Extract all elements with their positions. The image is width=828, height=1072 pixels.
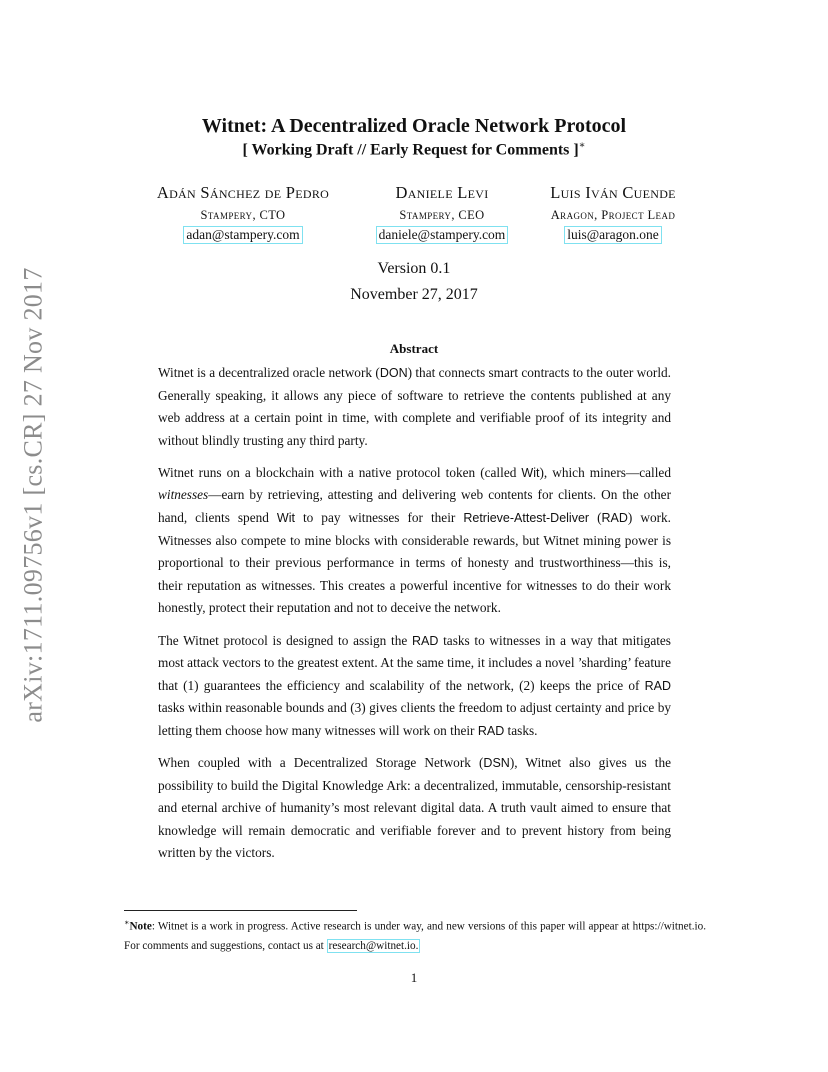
paper-subtitle: [0, 140, 828, 159]
paper-title: Witnet: A Decentralized Oracle Network Protocol: [201, 115, 627, 137]
term: Wit: [521, 465, 540, 480]
author-email-link[interactable]: adan@stampery.com: [183, 226, 302, 244]
author-block: [503, 182, 723, 244]
abstract-paragraph: [158, 362, 671, 452]
contact-email-link[interactable]: research@witnet.io.: [328, 939, 419, 952]
text-run: to pay witnesses for their: [294, 510, 464, 526]
text-run: When coupled with a Decentralized Storage Network (: [158, 755, 484, 770]
abstract-body: [158, 362, 671, 874]
acronym: DSN: [483, 756, 510, 770]
acronym: RAD: [601, 511, 628, 526]
text-run: Witnet runs on a blockchain with a native protocol token (called: [158, 464, 522, 480]
abstract-paragraph: [158, 630, 671, 743]
footnote: [124, 913, 706, 956]
text-run: ), which miners—called: [539, 464, 671, 480]
author-name: Adán Sánchez de Pedro: [156, 183, 330, 202]
acronym: DON: [379, 366, 408, 380]
acronym: RAD: [477, 723, 505, 738]
text-run: tasks.: [504, 722, 538, 738]
abstract-paragraph: [158, 462, 671, 620]
author-affiliation: Stampery, CTO: [200, 208, 286, 222]
author-affiliation: Aragon, Project Lead: [550, 208, 676, 222]
page-number: 1: [410, 970, 418, 985]
text-run: —earn by retrieving, attesting and delivering web contents for clients. On the other hand, clients spend: [158, 487, 671, 526]
text-run: ), Witnet also gives us the possibility to build the Digital Knowledge Ark: a decentralized, immutable, censorship-resistant and eternal archive of humanity’s most relevant digital data. A truth vault aimed to ensure that knowledge will remain democratic and verifiable forever and to prevent history from being written by the victors.: [158, 755, 672, 861]
acronym: RAD: [644, 678, 671, 693]
acronym: RAD: [411, 633, 439, 648]
author-email-link[interactable]: daniele@stampery.com: [376, 226, 509, 244]
version-label: Version 0.1: [377, 260, 451, 277]
text-run: The Witnet protocol is designed to assign the: [158, 632, 412, 648]
text-run: (: [589, 510, 602, 526]
emphasis: witnesses: [158, 487, 209, 503]
author-block: [133, 182, 353, 244]
author-email-link[interactable]: luis@aragon.one: [564, 226, 662, 244]
text-run: tasks within reasonable bounds and (3) gives clients the freedom to adjust certainty and price by letting them choose how many witnesses will work on their: [158, 700, 671, 738]
arxiv-stamp: [14, 255, 54, 735]
date-label: November 27, 2017: [350, 286, 478, 303]
footnote-divider: [124, 910, 357, 911]
footnote-text: : Witnet is a work in progress. Active research is under way, and new versions of this paper will appear at https://witnet.io. For comments and suggestions, contact us at: [124, 920, 706, 952]
footnote-mark: ∗: [124, 918, 130, 927]
text-run: ) that connects smart contracts to the outer world. Generally speaking, it allows any piece of software to retrieve the contents published at any web address at a certain point in time, with complete and verifiable proof of its integrity and without blindly trusting any third party.: [158, 365, 671, 448]
subtitle-text: [ Working Draft // Early Request for Comments ]: [242, 141, 579, 159]
text-run: ) work. Witnesses also compete to mine blocks with considerable rewards, but Witnet mining power is proportional to their previous performance in terms of honesty and trustworthiness—this is, their reputation as witnesses. This creates a powerful incentive for witnesses to do their work honestly, protect their reputation and not to deceive the network.: [158, 510, 671, 616]
term: Retrieve-Attest-Deliver: [463, 511, 590, 526]
abstract-paragraph: [158, 752, 671, 865]
abstract-heading: Abstract: [389, 341, 439, 356]
arxiv-identifier: arXiv:1711.09756v1 [cs.CR] 27 Nov 2017: [19, 267, 49, 723]
author-affiliation: Stampery, CEO: [399, 208, 485, 222]
author-name: Luis Iván Cuende: [550, 183, 676, 202]
subtitle-footnote-mark[interactable]: ∗: [578, 140, 586, 151]
term: Wit: [276, 511, 295, 526]
footnote-label: Note: [129, 920, 152, 933]
text-run: tasks to witnesses in a way that mitigates most attack vectors to the greatest extent. At the same time, it includes a novel ’sharding’ feature that (1) guarantees the efficiency and scalability of the network, (2) keeps the price of: [158, 632, 671, 693]
author-name: Daniele Levi: [395, 183, 489, 202]
text-run: Witnet is a decentralized oracle network (: [158, 365, 380, 380]
